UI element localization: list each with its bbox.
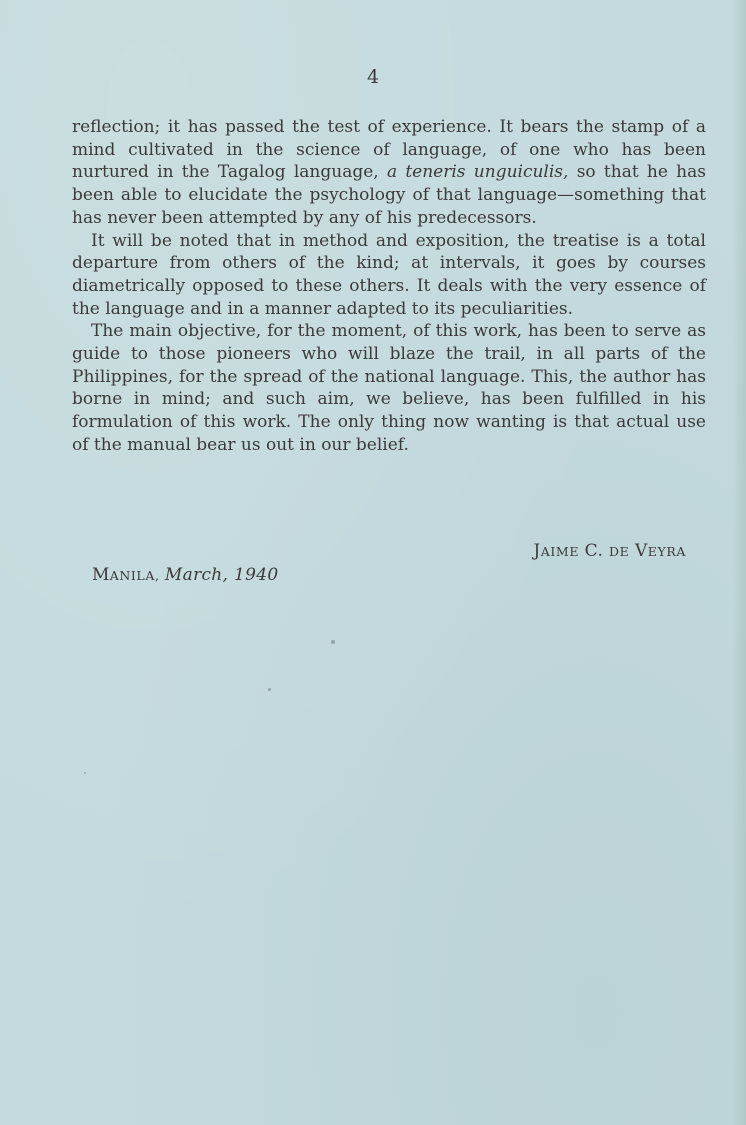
signature-particle: DE [609, 544, 630, 559]
paper-speck [268, 688, 271, 691]
paragraph [72, 116, 706, 230]
place-and-date [92, 565, 278, 585]
text-run: so that he has been able to elucidate the psychology of that language—something that has never been attempted by any of his predecessors. [72, 162, 706, 228]
place-rest: ANILA, [109, 568, 160, 583]
signature-last-initial: V [635, 541, 648, 561]
signature-last-rest: EYRA [647, 544, 686, 559]
signature-first-rest: AIME [540, 544, 580, 559]
paper-speck [84, 772, 86, 774]
author-signature [470, 541, 686, 561]
page-number: 4 [366, 66, 380, 88]
signature-middle: C. [584, 541, 604, 561]
body-text [72, 116, 706, 457]
signature-first-initial: J [533, 541, 541, 561]
text-run: reflection; it has passed the test of experience. It bears the stamp of a mind cultivated in the science of language, of one who has been nurtured in the Tagalog language, [72, 117, 706, 183]
text-run: It will be noted that in method and exposition, the treatise is a total departure from others of the kind; at intervals, it goes by courses diametrically opposed to these others. It deals with the very essence of the language and in a manner adapted to its peculiarities. [72, 230, 706, 319]
date: March, 1940 [164, 565, 279, 585]
paragraph [72, 230, 706, 321]
paragraph [72, 320, 706, 456]
place-initial: M [92, 565, 110, 585]
italic-phrase: a teneris unguiculis, [386, 162, 569, 183]
text-run: The main objective, for the moment, of this work, has been to serve as guide to those pioneers who will blaze the trail, in all parts of the Philippines, for the spread of the national language. This, the author has borne in mind; and such aim, we believe, has been fulfilled in his formulation of this work. The only thing now wanting is that actual use of the manual bear us out in our belief. [72, 321, 706, 455]
paper-speck [331, 640, 335, 644]
page-edge-shadow [732, 0, 746, 1125]
